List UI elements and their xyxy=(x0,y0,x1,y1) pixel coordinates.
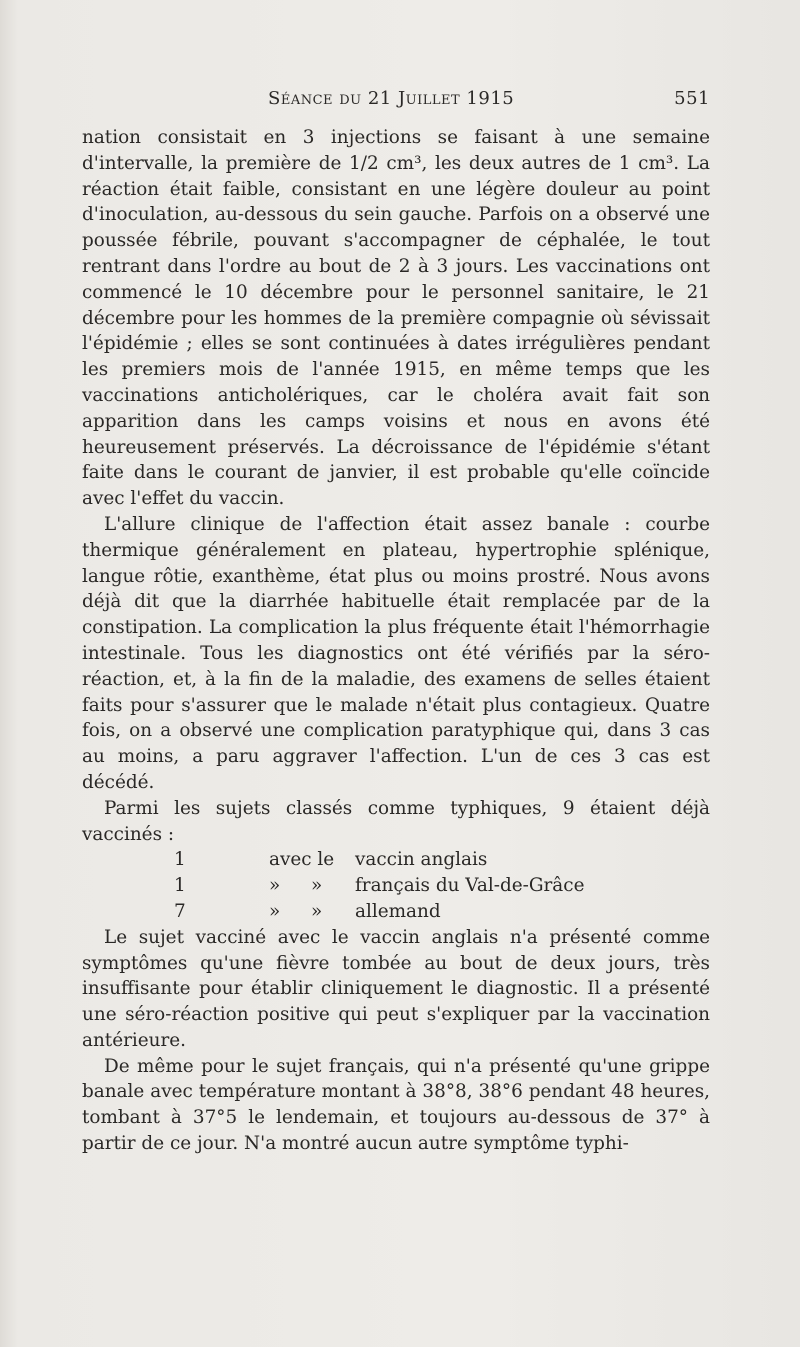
page-header xyxy=(82,84,710,114)
paragraph-vaccination: nation consistait en 3 injections se faisant à une semaine d'intervalle, la première de 1/2 cm³, les deux autres de 1 cm³. La réaction était faible, consistant en une légère douleur au point d'inoculation, au-dessous du sein gauche. Parfois on a observé une poussée fébrile, pouvant s'accompagner de céphalée, le tout rentrant dans l'ordre au bout de 2 à 3 jours. Les vaccinations ont commencé le 10 décembre pour le personnel sanitaire, le 21 décembre pour les hommes de la première compagnie où sévissait l'épidémie ; elles se sont continuées à dates irrégulières pendant les premiers mois de l'année 1915, en même temps que les vaccinations anticholériques, car le choléra avait fait son apparition dans les camps voisins et nous en avons été heureusement préservés. La décroissance de l'épidémie s'étant faite dans le courant de janvier, il est probable qu'elle coïncide avec l'effet du vaccin. xyxy=(82,127,710,510)
list-ditto: » xyxy=(311,875,323,897)
vaccine-list xyxy=(82,847,710,924)
list-count: 7 xyxy=(174,900,186,922)
list-ditto: » xyxy=(269,900,281,922)
body-text xyxy=(82,125,710,1157)
running-title: Séance du 21 Juillet 1915 xyxy=(268,88,515,109)
list-connector: avec le xyxy=(269,849,335,871)
paragraph-english-subject: Le sujet vacciné avec le vaccin anglais n'a présenté comme symptômes qu'une fièvre tombée au bout de deux jours, très insuffisante pour établir cliniquement le diagnostic. Il a présenté une séro-réaction positive qui peut s'expliquer par la vaccination antérieure. xyxy=(82,926,710,1051)
list-count: 1 xyxy=(174,849,186,871)
list-ditto: » xyxy=(269,875,281,897)
page-number: 551 xyxy=(674,88,710,109)
list-origin: vaccin anglais xyxy=(355,849,488,871)
list-ditto: » xyxy=(311,900,323,922)
list-item xyxy=(82,899,710,925)
paragraph-french-subject: De même pour le sujet français, qui n'a présenté qu'une grippe banale avec température montant à 38°8, 38°6 pendant 48 heures, tombant à 37°5 le lendemain, et toujours au-dessous de 37° à partir de ce jour. N'a montré aucun autre symptôme typhi- xyxy=(82,1055,710,1155)
paragraph-clinical: L'allure clinique de l'affection était assez banale : courbe thermique généralement en plateau, hypertrophie splénique, langue rôtie, exanthème, état plus ou moins prostré. Nous avons déjà dit que la diarrhée habituelle était remplacée par de la constipation. La complication la plus fréquente était l'hémorrhagie intestinale. Tous les diagnostics ont été vérifiés par la séro-réaction, et, à la fin de la maladie, des examens de selles étaient faits pour s'assurer que le malade n'était plus contagieux. Quatre fois, on a observé une complication paratyphique qui, dans 3 cas au moins, a paru aggraver l'affection. L'un de ces 3 cas est décédé. xyxy=(82,513,710,793)
list-item xyxy=(82,873,710,899)
paragraph-vaccinated-intro: Parmi les sujets classés comme typhiques, 9 étaient déjà vaccinés : xyxy=(82,797,710,845)
list-item xyxy=(82,847,710,873)
list-origin: allemand xyxy=(355,900,441,922)
list-count: 1 xyxy=(174,875,186,897)
list-origin: français du Val-de-Grâce xyxy=(355,875,585,897)
